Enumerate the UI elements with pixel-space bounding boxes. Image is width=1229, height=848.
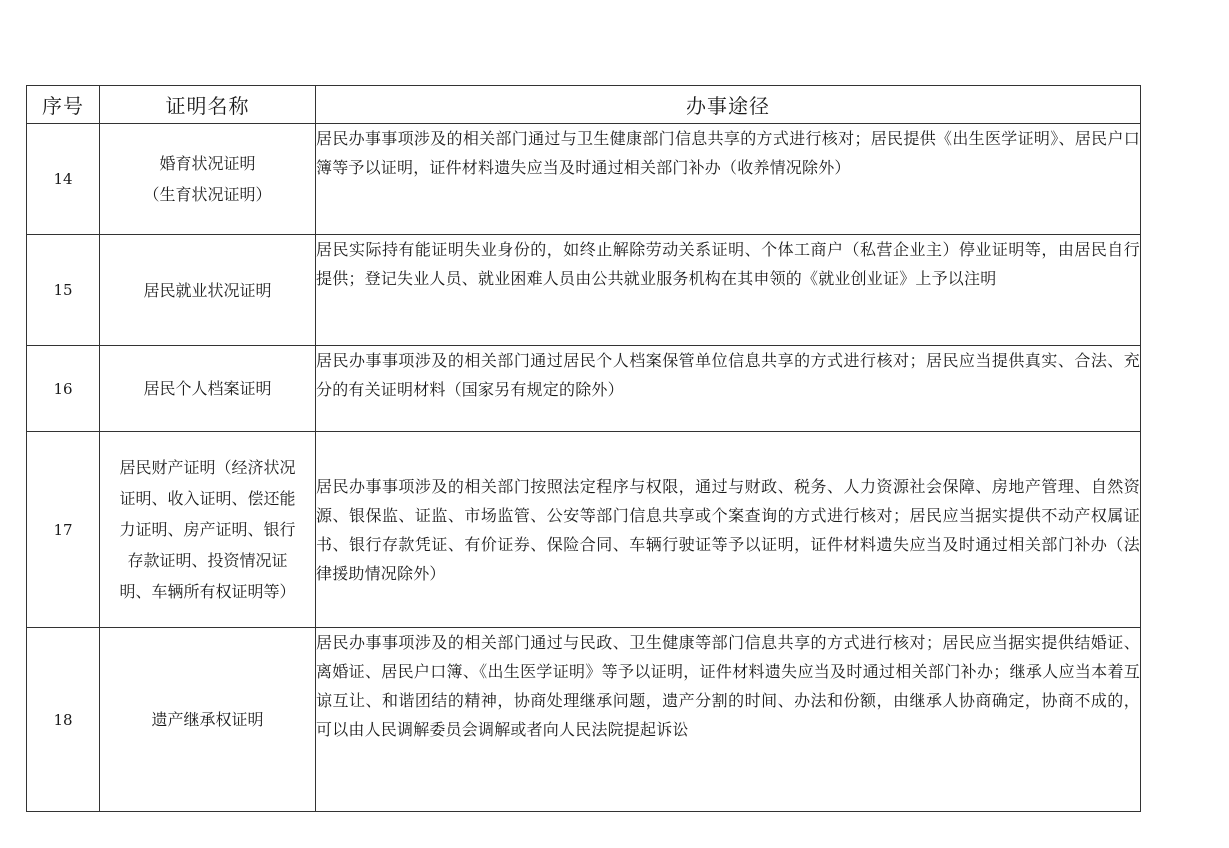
row-name: [100, 235, 316, 346]
certificate-table: [26, 85, 1141, 812]
row-name-line: 婚育状况证明: [159, 154, 256, 173]
row-seq: 17: [27, 432, 100, 628]
row-name-line: 明、车辆所有权证明等）: [119, 582, 296, 601]
row-name-line: 居民个人档案证明: [143, 379, 272, 398]
table-header-row: [27, 86, 1141, 124]
row-route: 居民办事事项涉及的相关部门按照法定程序与权限，通过与财政、税务、人力资源社会保障、房地产管理、自然资源、银保监、证监、市场监管、公安等部门信息共享或个案查询的方式进行核对；居民应当据实提供不动产权属证书、银行存款凭证、有价证券、保险合同、车辆行驶证等予以证明，证件材料遗失应当及时通过相关部门补办（法律援助情况除外）: [316, 432, 1141, 628]
table-row: [27, 432, 1141, 628]
row-name-line: （生育状况证明）: [143, 185, 272, 204]
row-route: 居民办事事项涉及的相关部门通过居民个人档案保管单位信息共享的方式进行核对；居民应当提供真实、合法、充分的有关证明材料（国家另有规定的除外）: [316, 346, 1141, 432]
row-seq: 18: [27, 628, 100, 812]
row-name-line: 力证明、房产证明、银行: [119, 520, 296, 539]
row-route: 居民办事事项涉及的相关部门通过与民政、卫生健康等部门信息共享的方式进行核对；居民应当据实提供结婚证、离婚证、居民户口簿、《出生医学证明》等予以证明，证件材料遗失应当及时通过相关部门补办；继承人应当本着互谅互让、和谐团结的精神，协商处理继承问题，遗产分割的时间、办法和份额，由继承人协商确定，协商不成的，可以由人民调解委员会调解或者向人民法院提起诉讼: [316, 628, 1141, 812]
table-row: [27, 628, 1141, 812]
row-seq: 14: [27, 124, 100, 235]
row-name: [100, 628, 316, 812]
row-name-line: 存款证明、投资情况证: [127, 551, 288, 570]
table-row: [27, 235, 1141, 346]
table-row: [27, 346, 1141, 432]
header-name: 证明名称: [100, 86, 316, 124]
header-route: 办事途径: [316, 86, 1141, 124]
row-route: 居民办事事项涉及的相关部门通过与卫生健康部门信息共享的方式进行核对；居民提供《出生医学证明》、居民户口簿等予以证明，证件材料遗失应当及时通过相关部门补办（收养情况除外）: [316, 124, 1141, 235]
row-route: 居民实际持有能证明失业身份的，如终止解除劳动关系证明、个体工商户（私营企业主）停业证明等，由居民自行提供；登记失业人员、就业困难人员由公共就业服务机构在其申领的《就业创业证》上予以注明: [316, 235, 1141, 346]
row-name-line: 居民就业状况证明: [143, 280, 272, 300]
row-name: [100, 124, 316, 235]
row-name-line: 遗产继承权证明: [151, 710, 264, 729]
table-row: [27, 124, 1141, 235]
row-name: [100, 432, 316, 628]
row-name-line: 居民财产证明（经济状况: [119, 458, 296, 477]
row-seq: 15: [27, 235, 100, 346]
header-seq: 序号: [27, 86, 100, 124]
row-name: [100, 346, 316, 432]
row-seq: 16: [27, 346, 100, 432]
row-name-line: 证明、收入证明、偿还能: [119, 489, 296, 508]
